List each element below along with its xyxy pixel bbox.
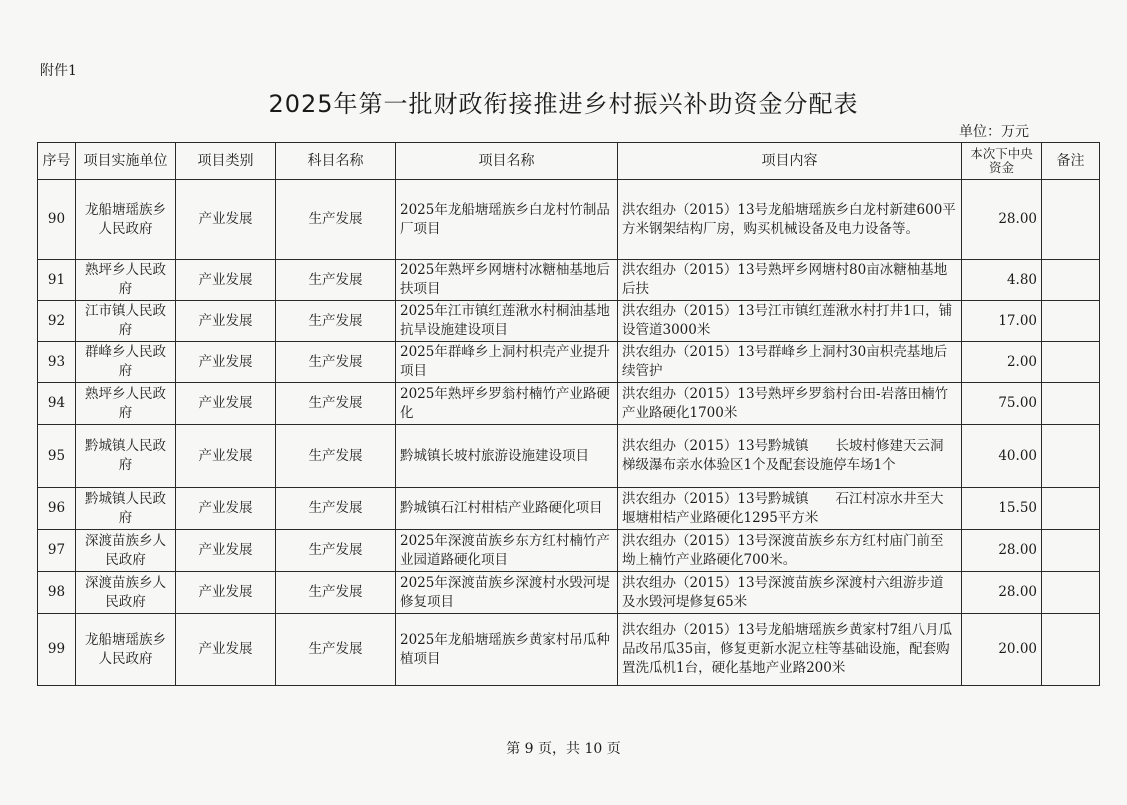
cell-name: 黔城镇长坡村旅游设施建设项目 (396, 425, 618, 488)
cell-note (1042, 301, 1100, 342)
cell-note (1042, 572, 1100, 614)
table-row (38, 301, 1100, 342)
header-cell: 项目名称 (396, 143, 618, 180)
header-cell: 备注 (1042, 143, 1100, 180)
cell-amount: 75.00 (962, 383, 1042, 425)
unit-label: 单位：万元 (959, 124, 1029, 140)
cell-name: 黔城镇石江村柑桔产业路硬化项目 (396, 488, 618, 530)
cell-amount: 4.80 (962, 260, 1042, 301)
table-row (38, 488, 1100, 530)
cell-subject: 生产发展 (276, 530, 396, 572)
cell-content: 洪农组办（2015）13号龙船塘瑶族乡白龙村新建600平方米钢架结构厂房，购买机械设备及电力设备等。 (618, 180, 962, 260)
cell-content: 洪农组办（2015）13号深渡苗族乡东方红村庙门前至坳上楠竹产业路硬化700米。 (618, 530, 962, 572)
cell-unit: 龙船塘瑶族乡人民政府 (76, 614, 176, 686)
cell-amount: 28.00 (962, 572, 1042, 614)
table-row (38, 260, 1100, 301)
cell-unit: 深渡苗族乡人民政府 (76, 530, 176, 572)
header-cell: 项目内容 (618, 143, 962, 180)
cell-no: 95 (38, 425, 76, 488)
table-row (38, 572, 1100, 614)
cell-content: 洪农组办（2015）13号龙船塘瑶族乡黄家村7组八月瓜品改吊瓜35亩，修复更新水泥立柱等基础设施，配套购置洗瓜机1台，硬化基地产业路200米 (618, 614, 962, 686)
table-row (38, 530, 1100, 572)
cell-no: 90 (38, 180, 76, 260)
cell-category: 产业发展 (176, 180, 276, 260)
cell-category: 产业发展 (176, 488, 276, 530)
cell-subject: 生产发展 (276, 488, 396, 530)
cell-content: 洪农组办（2015）13号深渡苗族乡深渡村六组游步道及水毁河堤修复65米 (618, 572, 962, 614)
cell-amount: 20.00 (962, 614, 1042, 686)
cell-name: 2025年龙船塘瑶族乡白龙村竹制品厂项目 (396, 180, 618, 260)
cell-content: 洪农组办（2015）13号熟坪乡网塘村80亩冰糖柚基地后扶 (618, 260, 962, 301)
cell-amount: 17.00 (962, 301, 1042, 342)
cell-subject: 生产发展 (276, 614, 396, 686)
cell-unit: 黔城镇人民政府 (76, 488, 176, 530)
cell-category: 产业发展 (176, 383, 276, 425)
cell-note (1042, 425, 1100, 488)
cell-name: 2025年深渡苗族乡东方红村楠竹产业园道路硬化项目 (396, 530, 618, 572)
header-cell: 项目类别 (176, 143, 276, 180)
cell-amount: 28.00 (962, 530, 1042, 572)
cell-amount: 15.50 (962, 488, 1042, 530)
cell-no: 99 (38, 614, 76, 686)
cell-note (1042, 530, 1100, 572)
cell-subject: 生产发展 (276, 180, 396, 260)
table-row (38, 180, 1100, 260)
page-footer: 第 9 页，共 10 页 (506, 741, 621, 757)
cell-no: 92 (38, 301, 76, 342)
cell-name: 2025年熟坪乡罗翁村楠竹产业路硬化 (396, 383, 618, 425)
cell-no: 91 (38, 260, 76, 301)
cell-name: 2025年江市镇红莲湫水村桐油基地抗旱设施建设项目 (396, 301, 618, 342)
cell-content: 洪农组办（2015）13号熟坪乡罗翁村台田-岩落田楠竹产业路硬化1700米 (618, 383, 962, 425)
cell-note (1042, 488, 1100, 530)
cell-subject: 生产发展 (276, 260, 396, 301)
cell-amount: 40.00 (962, 425, 1042, 488)
table-row (38, 383, 1100, 425)
cell-note (1042, 180, 1100, 260)
cell-name: 2025年龙船塘瑶族乡黄家村吊瓜种植项目 (396, 614, 618, 686)
cell-unit: 深渡苗族乡人民政府 (76, 572, 176, 614)
cell-category: 产业发展 (176, 572, 276, 614)
cell-no: 97 (38, 530, 76, 572)
cell-subject: 生产发展 (276, 383, 396, 425)
cell-category: 产业发展 (176, 425, 276, 488)
cell-subject: 生产发展 (276, 572, 396, 614)
cell-subject: 生产发展 (276, 301, 396, 342)
cell-name: 2025年熟坪乡网塘村冰糖柚基地后扶项目 (396, 260, 618, 301)
header-cell: 项目实施单位 (76, 143, 176, 180)
cell-note (1042, 383, 1100, 425)
cell-content: 洪农组办（2015）13号江市镇红莲湫水村打井1口，铺设管道3000米 (618, 301, 962, 342)
cell-amount: 2.00 (962, 342, 1042, 383)
cell-no: 98 (38, 572, 76, 614)
cell-content: 洪农组办（2015）13号黔城镇 石江村凉水井至大堰塘柑桔产业路硬化1295平方米 (618, 488, 962, 530)
cell-unit: 熟坪乡人民政府 (76, 260, 176, 301)
allocation-table (37, 142, 1100, 686)
cell-unit: 龙船塘瑶族乡人民政府 (76, 180, 176, 260)
cell-subject: 生产发展 (276, 425, 396, 488)
cell-category: 产业发展 (176, 614, 276, 686)
cell-note (1042, 260, 1100, 301)
cell-category: 产业发展 (176, 301, 276, 342)
cell-category: 产业发展 (176, 342, 276, 383)
cell-note (1042, 614, 1100, 686)
cell-name: 2025年群峰乡上洞村枳壳产业提升项目 (396, 342, 618, 383)
document-title: 2025年第一批财政衔接推进乡村振兴补助资金分配表 (268, 90, 859, 118)
cell-subject: 生产发展 (276, 342, 396, 383)
cell-unit: 熟坪乡人民政府 (76, 383, 176, 425)
cell-no: 94 (38, 383, 76, 425)
header-cell: 序号 (38, 143, 76, 180)
cell-unit: 江市镇人民政府 (76, 301, 176, 342)
attachment-label: 附件1 (40, 63, 77, 79)
cell-no: 96 (38, 488, 76, 530)
table-row (38, 425, 1100, 488)
cell-unit: 黔城镇人民政府 (76, 425, 176, 488)
cell-name: 2025年深渡苗族乡深渡村水毁河堤修复项目 (396, 572, 618, 614)
cell-unit: 群峰乡人民政府 (76, 342, 176, 383)
header-cell: 本次下中央资金 (962, 143, 1042, 180)
table-row (38, 614, 1100, 686)
cell-content: 洪农组办（2015）13号黔城镇 长坡村修建天云洞梯级瀑布亲水体验区1个及配套设施停车场1个 (618, 425, 962, 488)
cell-amount: 28.00 (962, 180, 1042, 260)
cell-category: 产业发展 (176, 530, 276, 572)
cell-note (1042, 342, 1100, 383)
cell-category: 产业发展 (176, 260, 276, 301)
cell-content: 洪农组办（2015）13号群峰乡上洞村30亩枳壳基地后续管护 (618, 342, 962, 383)
cell-no: 93 (38, 342, 76, 383)
table-row (38, 342, 1100, 383)
header-cell: 科目名称 (276, 143, 396, 180)
table-header-row (38, 143, 1100, 180)
